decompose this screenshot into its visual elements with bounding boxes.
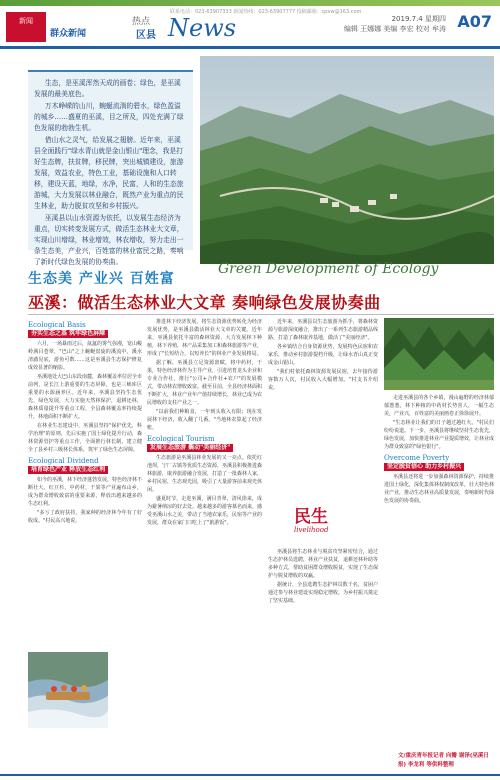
- logo-text: 新闻: [19, 17, 33, 25]
- headline-english: Green Development of Ecology: [218, 261, 439, 277]
- main-headline: 巫溪：做活生态林业大文章 奏响绿色发展协奏曲: [28, 293, 381, 312]
- section-heading-en: Ecological Basis: [28, 321, 86, 329]
- mountain-landscape-image: [200, 56, 494, 264]
- article-paragraph: 在林业生态建设中，巫溪县坚持"保护优先，科学治理"的原则，先后实施了国土绿化提升行动，森林资源管护等重点工作，全面推行林长制，建立健全了县乡村三级林长体系，筑牢了绿色生态屏障。: [28, 423, 142, 453]
- article-paragraph: "我们村依托森林资源发展民宿，去年接待游客数万人次，村民收入大幅增加。"村支书介绍说。: [268, 369, 378, 391]
- section-heading-en: Overcome Poverty: [384, 454, 450, 462]
- section-heading-cn: 坚定脱贫信心 助力乡村振兴: [384, 463, 464, 471]
- article-paragraph: 巫溪县还将进一步加强森林资源保护，持续推进国土绿化，深化集体林权制度改革，壮大特色林业产业，推动生态林业高质量发展，奏响新时代绿色发展的协奏曲。: [384, 474, 494, 504]
- summary-paragraph: 万木峥嵘的山川，蜿蜒流淌的碧水，绿色盈溢的城乡……盛夏的巫溪，目之所及，四处充满了绿色发展的勃勃生机。: [34, 102, 184, 132]
- article-paragraph: 巫溪地处大巴山东段南麓，森林覆盖率位居全市前列，是长江上游重要的生态屏障，也是三峡库区重要的水源涵养区。近年来，巫溪县坚持生态优先，绿色发展，大力实施天然林保护，退耕还林，森林质量提升等重点工程，全县森林覆盖率持续提升，林地面积不断扩大。: [28, 374, 142, 420]
- summary-paragraph: 借山水之灵气，给发展之翅膀。近年来，巫溪县全面践行"绿水青山就是金山银山"理念，我是打好生态牌，扶贫牌，移民牌，突出城镇建设，旅游发展，效益农业，特色工业，基础设施和人口转移，建设天蓝，地绿，水净，民富，人和的生态旅游城，大力发展以林业融合，既然产业为重点的民生林业，助力脱贫攻坚和乡村振兴。: [34, 136, 184, 210]
- rafting-photo: [28, 652, 108, 728]
- article-column-3-lower: [268, 548, 378, 768]
- issue-editors: 编辑 王娜娜 美编 李宏 校对 牟涛: [343, 25, 446, 33]
- article-paragraph: 近年来，巫溪县以生态旅游为抓手，将森林资源与旅游深度融合，推出了一系列生态旅游精品线路，打造了森林康养基地，做活了"美丽经济"。: [268, 319, 378, 341]
- section-label-news: News: [168, 14, 237, 42]
- section-heading-en: Ecological Tourism: [147, 435, 215, 443]
- article-paragraph: 据统计，全县选聘生态护林员数千名，贫困户通过参与林业建设实现稳定增收，为乡村振兴奠定了坚实基础。: [268, 582, 378, 604]
- livelihood-cn: 民生: [294, 507, 328, 527]
- article-paragraph: 盛夏时节，走进巫溪，满目青翠，清风徐来，成为避暑纳凉的好去处。越来越多的游客慕名而来，感受巫溪山水之美，带动了当地农家乐，民宿等产业的发展，群众在家门口吃上了"旅游饭"。: [147, 496, 262, 526]
- article-paragraph: "多亏了政府扶持，我家种的经济林今年有了好收成。"村民高兴地说。: [28, 510, 142, 524]
- article-paragraph: 生态旅游是巫溪县林业发展的又一亮点。依托红池坝，宁厂古镇等优质生态资源，巫溪县积极推进森林旅游，康养旅游融合发展，打造了一批森林人家，乡村民宿，生态观光园，吸引了大量游客前来观光休闲。: [147, 455, 262, 493]
- article-paragraph: 巫溪县将生态林业与脱贫攻坚紧密结合，通过生态护林员选聘，林业产业扶贫，退耕还林补助等多种方式，帮助贫困群众增收脱贫，实现了生态保护与脱贫增收的双赢。: [268, 549, 378, 579]
- contact-line: 联系电话：023-63907333 新闻热线：023-63907777 投稿邮箱：qzxw@163.com: [170, 9, 362, 15]
- section-heading-cn: 培育绿色产业 释放生态红利: [28, 466, 108, 474]
- forest-image: [384, 318, 494, 390]
- summary-paragraph: 生态，是巫溪浑然天成的画卷；绿色，是巫溪发展的最美底色。: [34, 79, 181, 98]
- article-paragraph: 据了解，巫溪县立足资源禀赋，将中药材，干果，特色经济林作为主导产业，引进培育龙头企业和专业合作社，推行"公司+合作社+农户"的发展模式，带动林农增收致富。截至目前，全县经济林面积不断扩大，林业产业年产值持续增长，林业已成为农民增收的支柱产业之一。: [147, 360, 262, 406]
- hero-photo-mountains: [200, 56, 494, 264]
- masthead: [0, 0, 500, 52]
- section-heading-cn: 夯实生态之基 筑牢绿色屏障: [28, 330, 108, 338]
- forest-photo: [384, 318, 494, 390]
- article-paragraph: 推进林下经济发展，将生态资源优势转化为经济发展优势，是巫溪县做活林业大文章的关键。近年来，巫溪县依托丰富的森林资源，大力发展林下种植，林下养殖，林产品采集加工和森林旅游等产业，形成了"长短结合，以短养长"的林业产业发展格局。: [147, 319, 262, 357]
- page-number: A07: [457, 12, 492, 31]
- masthead-color-band: [0, 0, 500, 6]
- article-paragraph: 走进巫溪县的各个乡镇，漫山遍野的经济林郁郁葱葱，林下种植的中药材长势喜人，一幅生态美，产业兴，百姓富的美丽画卷正徐徐展开。: [384, 395, 494, 417]
- footer-rule: [0, 774, 500, 776]
- section-heading-en: Ecological Dividend: [28, 457, 99, 465]
- livelihood-stamp: [290, 500, 344, 544]
- section-heading-cn: 发展生态旅游 撬动"美丽经济": [147, 444, 233, 452]
- article-column-4: [384, 394, 494, 750]
- newspaper-name: 群众新闻: [50, 29, 87, 39]
- article-paragraph: "生态林业让我们的日子越过越红火。"村民们纷纷说道。下一步，巫溪县将继续坚持生态优先，绿色发展，加快推进林业产业提质增效，让林业成为群众致富的"绿色银行"。: [384, 420, 494, 450]
- livelihood-en: livelihood: [294, 526, 329, 534]
- section-label-hot: 热点: [132, 17, 151, 27]
- lead-summary: [28, 70, 193, 266]
- rafting-image: [28, 652, 108, 728]
- newspaper-logo: [6, 12, 46, 42]
- summary-paragraph: 巫溪县以山水资源为依托，以发展生态经济为重点，切实转变发展方式，做活生态林业大文章，实现山川增绿，林业增效，林农增收，努力走出一条生态美，产业兴，百姓富的林业富民之路，奏响了新时代绿色发展的协奏曲。: [34, 214, 184, 266]
- article-paragraph: "以前我们种粮食，一年到头收入有限；现在发展林下经济，收入翻了几番。"当地林农算起了经济账。: [147, 409, 262, 431]
- article-column-1: [28, 318, 142, 648]
- article-paragraph: 六月，一场暴雨过后，氤氲的雾气弥漫，宽山峻岭满目苍翠，"巴山"之上蜿蜒盘旋的溪流中，溪水清澈见底，游鱼可数……这是巫溪县生态保护修复成效显著的缩影。: [28, 341, 142, 371]
- article-column-2: [147, 318, 262, 764]
- headline-kicker: 生态美 产业兴 百姓富: [28, 271, 175, 287]
- section-label-county: 区县: [136, 30, 156, 41]
- issue-date: 2019.7.4 星期四: [391, 15, 446, 23]
- article-paragraph: 如今的巫溪，林下经济蓬勃发展，特色经济林不断壮大，红豆杉，中药材，干果等产业遍布山乡，成为群众增收致富的重要来源，释放出越来越多的生态红利。: [28, 477, 142, 507]
- headline-rule: [28, 314, 494, 315]
- issue-info: [344, 14, 446, 34]
- masthead-rule: [0, 46, 500, 49]
- article-column-3: [268, 318, 378, 498]
- article-byline: 文/重庆青年报记者 向瓣 谢泽(巫溪日报) 李龙利 等供料整理: [398, 753, 489, 768]
- article-paragraph: 各乡镇结合自身资源优势，发展特色民宿和农家乐，推动乡村旅游提档升级，让绿水青山真正变成金山银山。: [268, 344, 378, 366]
